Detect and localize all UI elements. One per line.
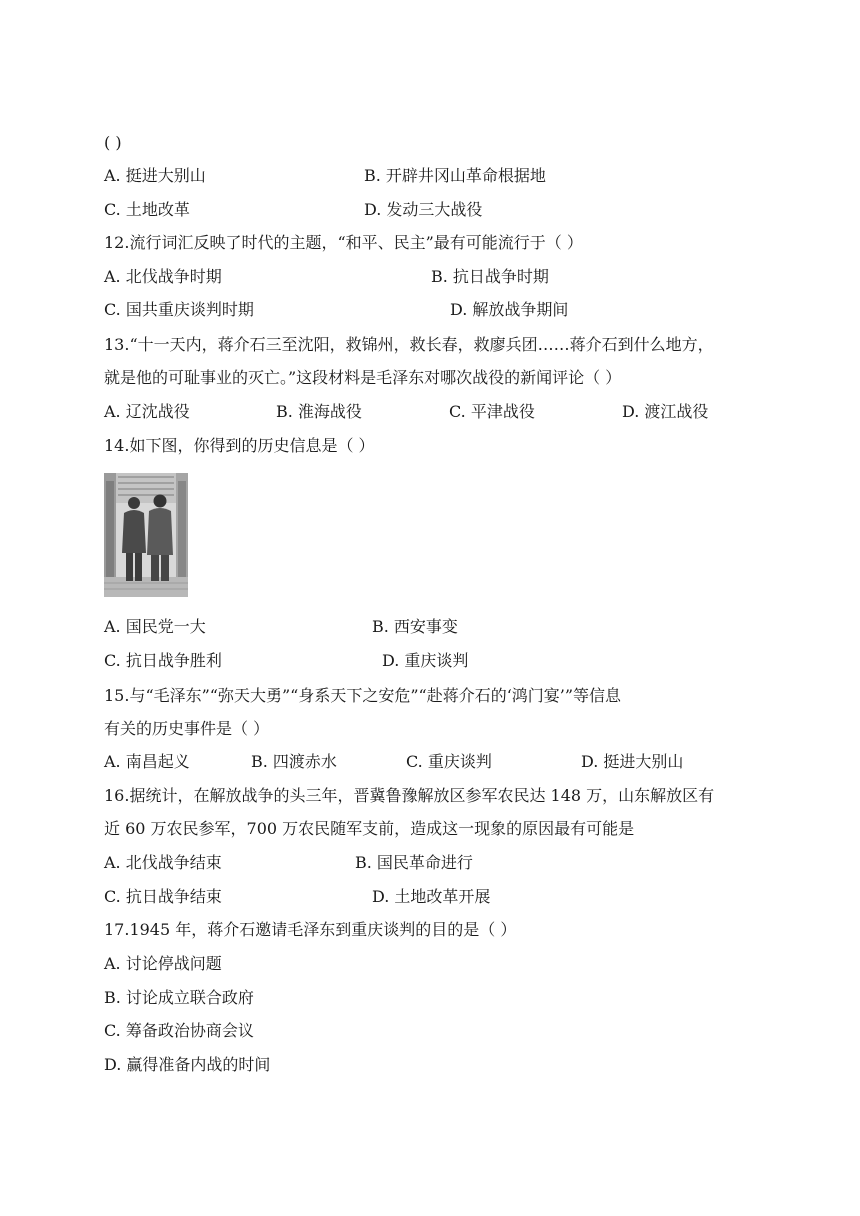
q15-stem-line2: 有关的历史事件是（ ） — [104, 719, 270, 738]
q14-option-b[interactable]: B. 西安事变 — [372, 617, 458, 636]
q13-stem-line1: 13.“十一天内，蒋介石三至沈阳，救锦州，救长春，救廖兵团……蒋介石到什么地方， — [104, 335, 714, 354]
q12-option-a[interactable]: A. 北伐战争时期 — [104, 267, 222, 286]
q16-option-b[interactable]: B. 国民革命进行 — [355, 853, 473, 872]
q11-option-b[interactable]: B. 开辟井冈山革命根据地 — [364, 166, 546, 185]
q16-option-a[interactable]: A. 北伐战争结束 — [104, 853, 222, 872]
q12-option-b[interactable]: B. 抗日战争时期 — [431, 267, 549, 286]
q12-option-c[interactable]: C. 国共重庆谈判时期 — [104, 300, 254, 319]
q14-stem: 14.如下图，你得到的历史信息是（ ） — [104, 436, 375, 455]
q13-option-a[interactable]: A. 辽沈战役 — [104, 402, 190, 421]
historical-photo — [104, 473, 188, 597]
q15-option-c[interactable]: C. 重庆谈判 — [406, 752, 492, 771]
q17-option-c[interactable]: C. 筹备政治协商会议 — [104, 1021, 254, 1040]
q13-option-c[interactable]: C. 平津战役 — [449, 402, 535, 421]
q15-option-d[interactable]: D. 挺进大别山 — [581, 752, 684, 771]
q15-option-b[interactable]: B. 四渡赤水 — [251, 752, 337, 771]
q13-option-d[interactable]: D. 渡江战役 — [622, 402, 709, 421]
q16-option-d[interactable]: D. 土地改革开展 — [372, 887, 491, 906]
q12-option-d[interactable]: D. 解放战争期间 — [450, 300, 569, 319]
q12-stem: 12.流行词汇反映了时代的主题，“和平、民主”最有可能流行于（ ） — [104, 233, 583, 252]
q16-stem-line2: 近 60 万农民参军，700 万农民随军支前，造成这一现象的原因最有可能是 — [104, 819, 635, 838]
q17-option-d[interactable]: D. 赢得准备内战的时间 — [104, 1055, 271, 1074]
q14-option-a[interactable]: A. 国民党一大 — [104, 617, 206, 636]
q14-option-c[interactable]: C. 抗日战争胜利 — [104, 651, 222, 670]
q17-option-b[interactable]: B. 讨论成立联合政府 — [104, 988, 254, 1007]
q13-option-b[interactable]: B. 淮海战役 — [276, 402, 362, 421]
q15-stem-line1: 15.与“毛泽东”“弥天大勇”“身系天下之安危”“赴蒋介石的‘鸿门宴’”等信息 — [104, 686, 622, 705]
q17-option-a[interactable]: A. 讨论停战问题 — [104, 954, 222, 973]
q13-stem-line2: 就是他的可耻事业的灭亡。”这段材料是毛泽东对哪次战役的新闻评论（ ） — [104, 368, 622, 387]
q11-option-c[interactable]: C. 土地改革 — [104, 200, 190, 219]
q17-stem: 17.1945 年，蒋介石邀请毛泽东到重庆谈判的目的是（ ） — [104, 920, 517, 939]
q16-stem-line1: 16.据统计，在解放战争的头三年，晋冀鲁豫解放区参军农民达 148 万，山东解放区有 — [104, 786, 715, 805]
q11-option-a[interactable]: A. 挺进大别山 — [104, 166, 206, 185]
q16-option-c[interactable]: C. 抗日战争结束 — [104, 887, 222, 906]
q11-answer-bracket: ( ) — [104, 133, 122, 152]
q15-option-a[interactable]: A. 南昌起义 — [104, 752, 190, 771]
q14-option-d[interactable]: D. 重庆谈判 — [382, 651, 469, 670]
q11-option-d[interactable]: D. 发动三大战役 — [364, 200, 483, 219]
